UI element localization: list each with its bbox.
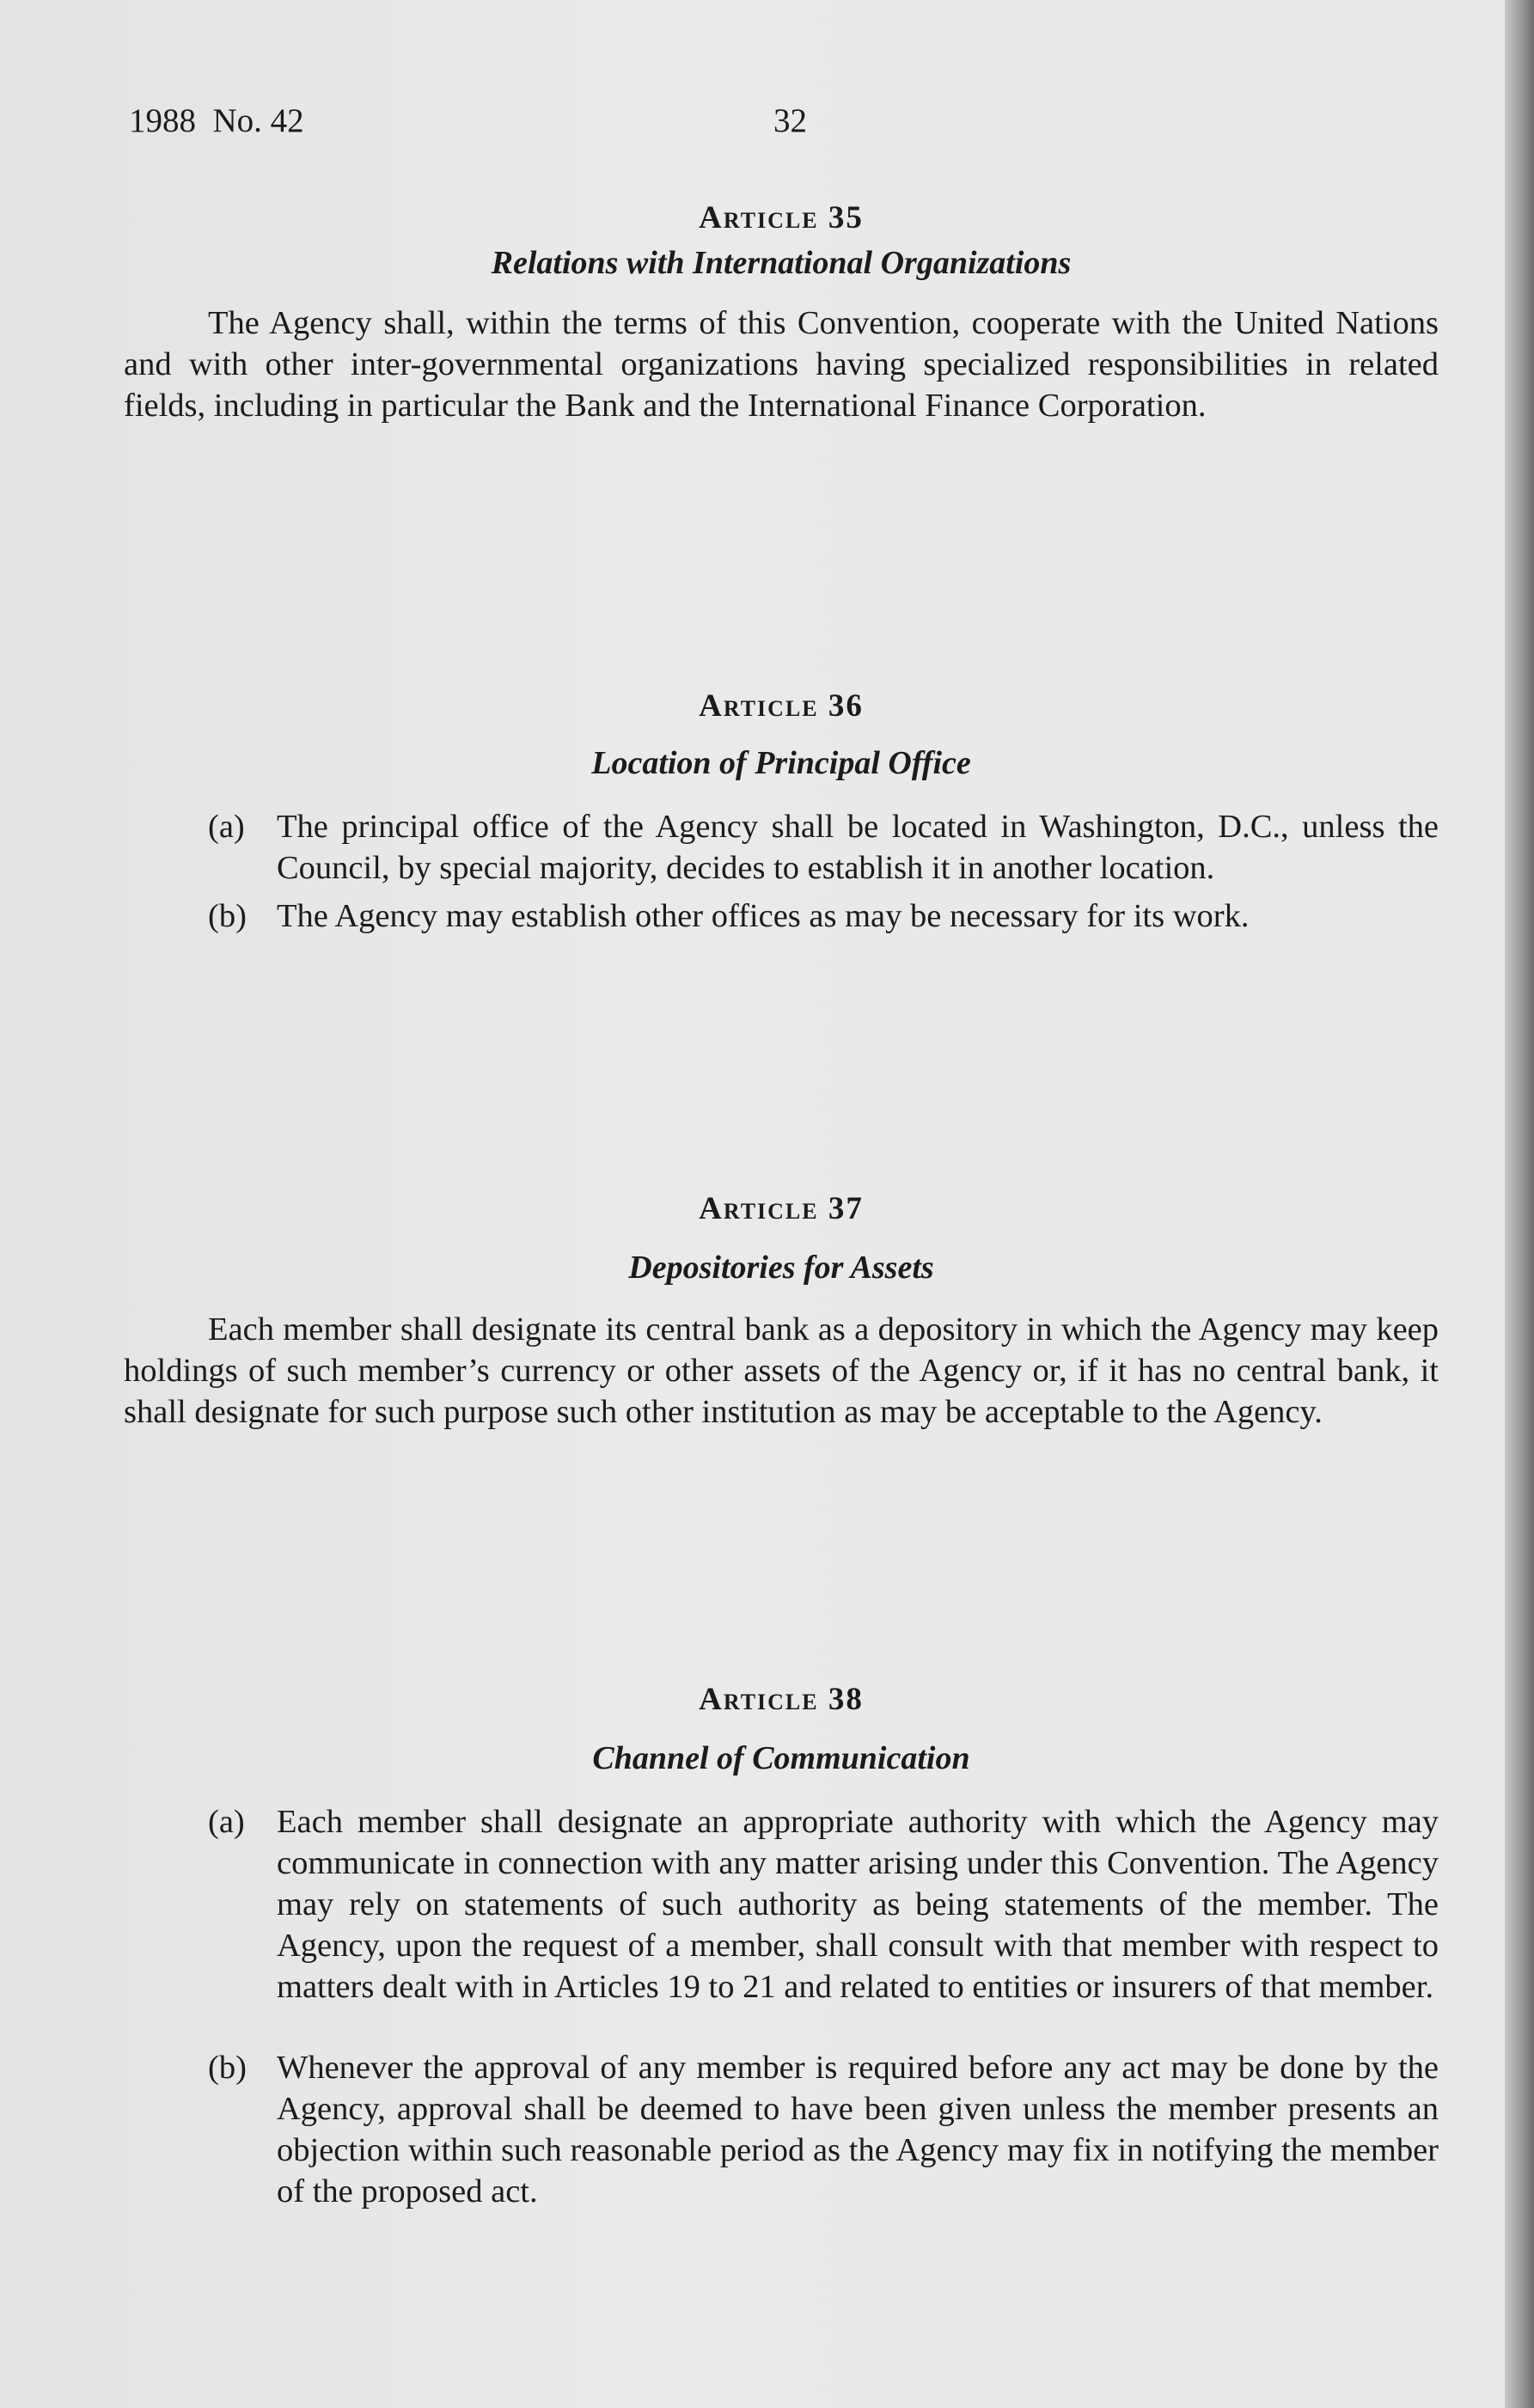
clause-text: The principal office of the Agency shall be located in Washington, D.C., unless the Council, by special majority, decides to establish it in another location. (277, 809, 1439, 886)
article-clause (124, 1801, 1439, 2008)
year-and-number: 1988 No. 42 (129, 102, 304, 139)
page-number: 32 (773, 102, 807, 139)
article-title: Relations with International Organizations (491, 245, 1072, 281)
page-header (129, 101, 1405, 144)
article-clause (124, 806, 1439, 889)
clause-marker: (a) (208, 1804, 245, 1840)
article-heading: Article 38 (699, 1682, 864, 1717)
article-paragraph: The Agency shall, within the terms of this Convention, cooperate with the United Nations and with other inter-governmental organizations having specialized responsibilities in related fields, including in particular the Bank and the International Finance Corporation. (124, 305, 1439, 424)
article-heading: Article 35 (699, 200, 864, 235)
clause-text: Whenever the approval of any member is required before any act may be done by the Agency, approval shall be deemed to have been given unless the member presents an objection within such reasonable period as the Agency may fix in notifying the member of the proposed act. (277, 2050, 1439, 2209)
article-36 (124, 686, 1439, 937)
book-spine-shadow (1505, 0, 1534, 2408)
article-title: Channel of Communication (592, 1740, 970, 1776)
clause-text: Each member shall designate an appropriate authority with which the Agency may communicate in connection with any matter arising under this Convention. The Agency may rely on statements of such authority as being statements of the member. The Agency, upon the request of a member, shall consult with that member with respect to matters dealt with in Articles 19 to 21 and related to entities or insurers of that member. (277, 1804, 1439, 2005)
clause-marker: (b) (208, 898, 247, 934)
article-clause (124, 2047, 1439, 2212)
article-title: Location of Principal Office (591, 745, 971, 781)
clause-marker: (a) (208, 809, 245, 845)
article-37 (124, 1189, 1439, 1433)
article-paragraph: Each member shall designate its central bank as a depository in which the Agency may keep holdings of such member’s currency or other assets of the Agency or, if it has no central bank, it shall designate for such purpose such other institution as may be acceptable to the Agency. (124, 1311, 1439, 1430)
article-clause (124, 895, 1439, 937)
article-35 (124, 198, 1439, 426)
clause-text: The Agency may establish other offices as may be necessary for its work. (277, 898, 1250, 934)
article-title: Depositories for Assets (628, 1250, 934, 1286)
article-38 (124, 1679, 1439, 2212)
clause-marker: (b) (208, 2050, 247, 2086)
article-heading: Article 36 (699, 688, 864, 724)
article-heading: Article 37 (699, 1191, 864, 1226)
